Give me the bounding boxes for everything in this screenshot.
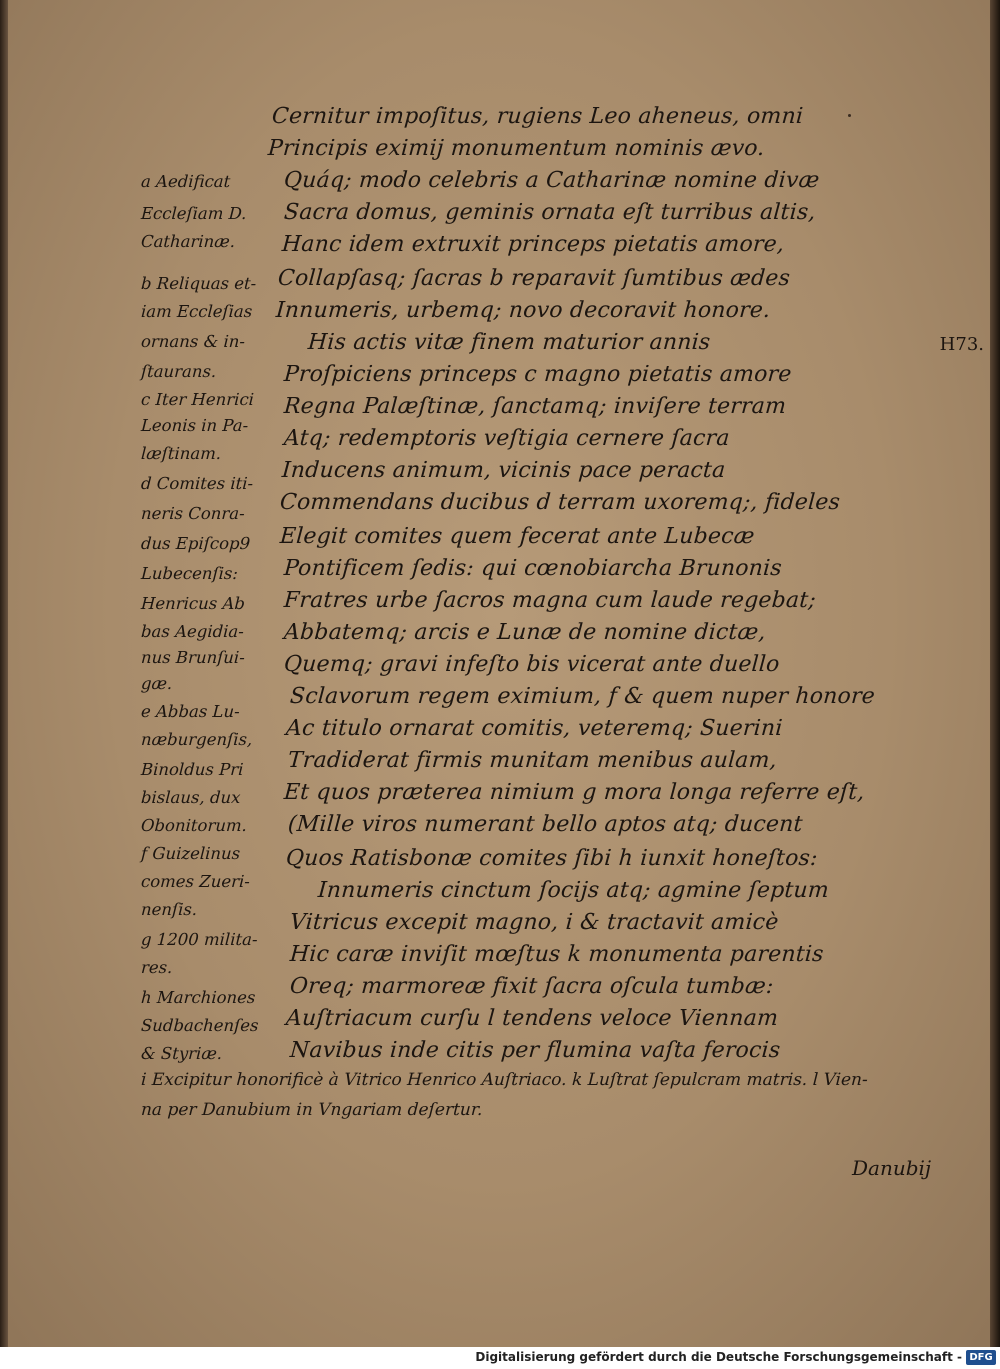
catchword: Danubij [852,1156,932,1180]
folio-number: H73. [939,334,984,355]
verse-line: Cernitur impoſitus, rugiens Leo aheneus, omni [271,104,805,129]
margin-note-line: Sudbachenſes [140,1016,259,1035]
margin-note-line: bas Aegidia- [140,622,245,641]
verse-line: (Mille viros numerant bello aptos atq; ducent [287,812,804,837]
margin-note-line: Leonis in Pa- [140,416,249,435]
verse-line: His actis vitæ finem maturior annis [307,330,712,355]
verse-line: Collapſasq; ſacras b reparavit ſumtibus ædes [277,266,791,291]
verse-line: Regna Palæſtinæ, ſanctamq; inviſere terram [283,394,788,419]
margin-note-line: bislaus, dux [140,788,241,807]
margin-note-line: Henricus Ab [140,594,246,613]
margin-note-line: Catharinæ. [140,232,236,251]
margin-note-line: gæ. [140,674,173,693]
verse-line: Et quos præterea nimium g mora longa referre eſt, [283,780,866,805]
verse-line: Quemq; gravi infeſto bis vicerat ante duello [283,652,781,677]
margin-note-line: res. [140,958,173,977]
margin-note-line: b Reliquas et- [140,274,257,293]
verse-line: Quos Ratisbonæ comites ſibi h iunxit honeſtos: [285,846,819,871]
ink-speck [848,114,851,117]
verse-line: Navibus inde citis per flumina vaſta ferocis [289,1038,782,1063]
margin-note-line: iam Eccleſias [140,302,253,321]
margin-note-line: ſtaurans. [140,362,217,381]
verse-line: Sacra domus, geminis ornata eſt turribus altis, [283,200,817,225]
verse-line: Quáq; modo celebris a Catharinæ nomine divæ [283,168,821,193]
verse-line: Innumeris cinctum ſocijs atq; agmine ſeptum [317,878,830,903]
margin-note-line: Eccleſiam D. [140,204,248,223]
verse-line: Auſtriacum curſu l tendens veloce Viennam [285,1006,779,1031]
margin-note-line: Obonitorum. [140,816,248,835]
verse-line: Commendans ducibus d terram uxoremq;, fideles [279,490,841,515]
verse-line: Hanc idem extruxit princeps pietatis amore, [281,232,786,257]
margin-note-line: Binoldus Pri [140,760,244,779]
margin-note-line: comes Zueri- [140,872,251,891]
verse-line: Inducens animum, vicinis pace peracta [281,458,727,483]
verse-line: Proſpiciens princeps c magno pietatis amore [283,362,793,387]
verse-line: Sclavorum regem eximium, f & quem nuper honore [289,684,876,709]
verse-line: Vitricus excepit magno, i & tractavit amicè [289,910,780,935]
verse-line: Ac titulo ornarat comitis, veteremq; Suerini [285,716,784,741]
margin-note-line: nus Brunſui- [140,648,246,667]
margin-note-line: h Marchiones [140,988,256,1007]
margin-note-line: e Abbas Lu- [140,702,241,721]
verse-line: Atq; redemptoris veſtigia cernere ſacra [283,426,731,451]
footnote-line: na per Danubium in Vngariam deſertur. [140,1100,484,1120]
margin-note-line: Lubecenſis: [140,564,239,583]
margin-note-line: & Styriæ. [140,1044,223,1063]
footnote-line: i Excipitur honorificè à Vitrico Henrico Auſtriaco. k Luſtrat ſepulcram matris. l Vien- [140,1070,869,1090]
verse-line: Hic caræ inviſit mœſtus k monumenta parentis [289,942,825,967]
verse-line: Elegit comites quem fecerat ante Lubecæ [279,524,756,549]
digitization-footer [0,1347,1000,1369]
margin-note-line: f Guizelinus [140,844,241,863]
margin-note-line: c Iter Henrici [140,390,255,409]
margin-note-line: læſtinam. [140,444,222,463]
margin-note-line: neris Conra- [140,504,246,523]
page-right-edge [990,0,1000,1347]
margin-note-line: nenſis. [140,900,198,919]
margin-note-line: dus Epiſcop9 [140,534,251,553]
margin-note-line: næburgenſis, [140,730,253,749]
verse-line: Abbatemq; arcis e Lunæ de nomine dictæ, [283,620,767,645]
dfg-logo: DFG [966,1350,996,1365]
verse-line: Oreq; marmoreæ fixit ſacra oſcula tumbæ: [289,974,775,999]
funding-notice: Digitalisierung gefördert durch die Deutsche Forschungsgemeinschaft - [475,1350,962,1364]
margin-note-line: a Aedificat [140,172,231,191]
verse-line: Tradiderat firmis munitam menibus aulam, [287,748,778,773]
verse-line: Fratres urbe ſacros magna cum laude regebat; [283,588,817,613]
verse-line: Pontificem ſedis: qui cœnobiarcha Brunonis [283,556,783,581]
page-left-edge [0,0,8,1347]
margin-note-line: g 1200 milita- [140,930,259,949]
margin-note-line: d Comites iti- [140,474,254,493]
margin-note-line: ornans & in- [140,332,246,351]
verse-line: Innumeris, urbemq; novo decoravit honore. [275,298,772,323]
verse-line: Principis eximij monumentum nominis ævo. [267,136,766,161]
